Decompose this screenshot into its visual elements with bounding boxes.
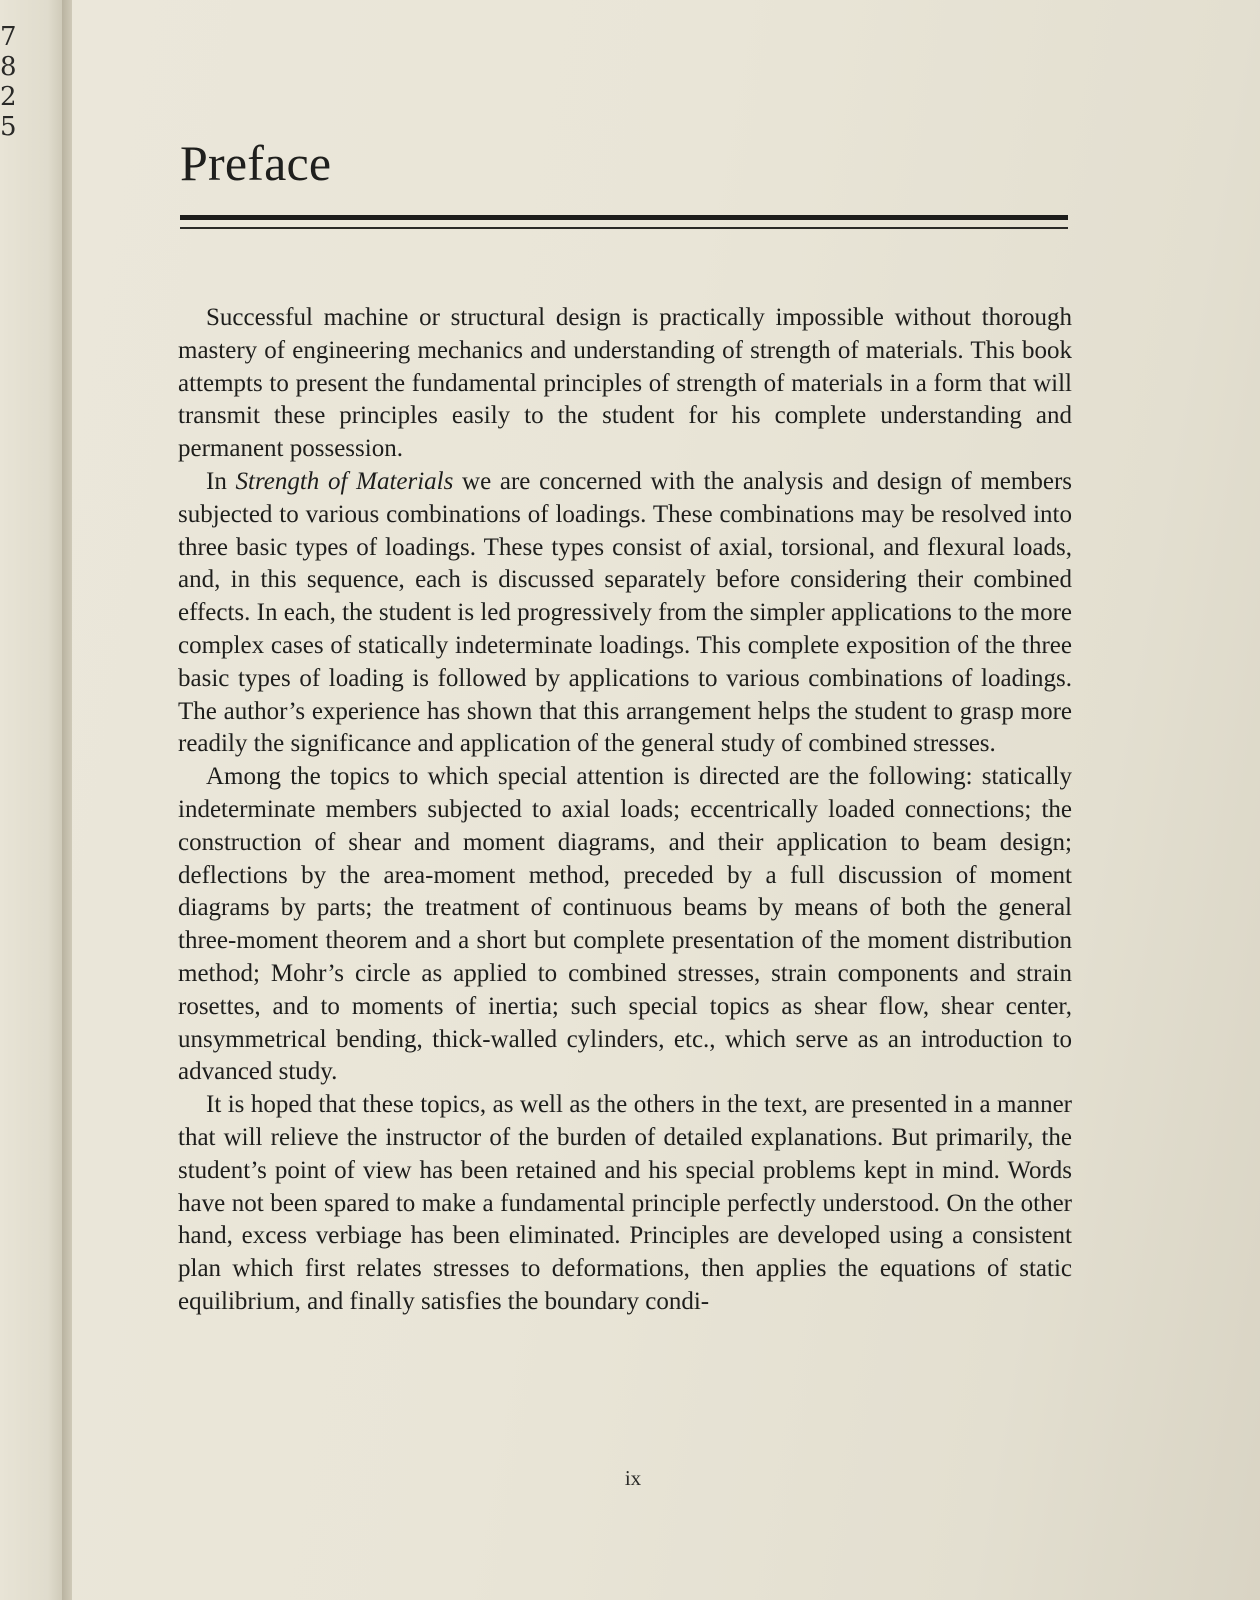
paragraph-1: [178, 302, 1072, 466]
paragraph-2-text: we are concerned with the analysis and design of members subjected to various combinations of loadings. These combinations may be resolved into three basic types of loadings. These types consist of axial, torsional, and flexural loads, and, in this sequence, each is discussed separately before considering their combined effects. In each, the student is led progressively from the simpler applications to the more complex cases of statically indeterminate loadings. This complete exposition of the three basic types of loading is followed by applications to various combinations of loadings. The author’s experience has shown that this arrangement helps the student to grasp more readily the significance and application of the general study of combined stresses.: [178, 467, 1072, 758]
page-title: Preface: [180, 135, 332, 191]
book-title-italic: Strength of Materials: [235, 467, 454, 495]
page-number: ix: [624, 1466, 642, 1490]
paragraph-2: [178, 466, 1072, 761]
paragraph-3-text: Among the topics to which special attention is directed are the following: statically indeterminate members subjected to axial loads; eccentrically loaded connections; the construction of shear and moment diagrams, and their application to beam design; deflections by the area-moment method, preceded by a full discussion of moment diagrams by parts; the treatment of continuous beams by means of both the general three-moment theorem and a short but complete presentation of the moment distribution method; Mohr’s circle as applied to combined stresses, strain components and strain rosettes, and to moments of inertia; such special topics as shear flow, shear center, unsymmetrical bending, thick-walled cylinders, etc., which serve as an introduction to advanced study.: [178, 763, 1072, 1086]
facing-digit: 7: [0, 22, 17, 52]
paragraph-1-text: Successful machine or structural design is practically impossible without thorough mastery of engineering mechanics and understanding of strength of materials. This book attempts to present the fundamental principles of strength of materials in a form that will transmit these principles easily to the student for his complete understanding and permanent possession.: [178, 304, 1072, 463]
facing-digit: 2: [0, 82, 17, 112]
facing-digit: 8: [0, 52, 17, 82]
paragraph-3: [178, 761, 1072, 1089]
title-rule-thin: [180, 227, 1068, 229]
preface-body: [178, 302, 1072, 1319]
facing-digit: 5: [0, 112, 17, 142]
title-rule-thick: [180, 215, 1068, 220]
paragraph-2-lead: In: [206, 467, 236, 495]
paragraph-4: [178, 1089, 1072, 1319]
paragraph-4-text: It is hoped that these topics, as well as the others in the text, are presented in a manner that will relieve the instructor of the burden of detailed explanations. But primarily, the student’s point of view has been retained and his special problems kept in mind. Words have not been spared to make a fundamental principle perfectly understood. On the other hand, excess verbiage has been eliminated. Principles are developed using a consistent plan which first relates stresses to deformations, then applies the equations of static equilibrium, and finally satisfies the boundary condi-: [178, 1091, 1072, 1315]
facing-page-edge: [0, 0, 68, 1600]
facing-page-digits: [0, 22, 17, 142]
